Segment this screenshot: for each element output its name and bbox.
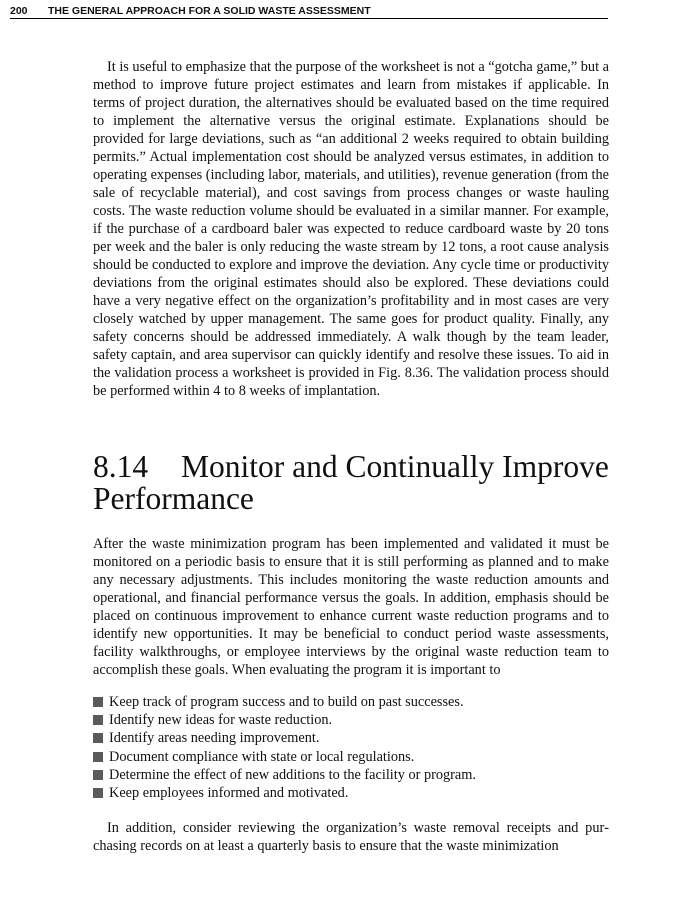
list-item <box>93 748 609 766</box>
list-item <box>93 784 609 802</box>
section-heading <box>93 451 613 515</box>
paragraph-receipts-review: In addition, consider reviewing the organization’s waste removal receipts and purchasing records on at least a quarterly basis to ensure that the waste minimization <box>93 820 609 854</box>
evaluation-bullet-list <box>93 693 609 802</box>
list-item <box>93 711 609 729</box>
list-item-text: Determine the effect of new additions to the facility or program. <box>109 766 476 783</box>
square-bullet-icon <box>93 752 103 762</box>
list-item-text: Document compliance with state or local regulations. <box>109 748 415 765</box>
square-bullet-icon <box>93 697 103 707</box>
section-number: 8.14 <box>93 449 149 484</box>
list-item-text: Keep employees informed and motivated. <box>109 785 349 802</box>
square-bullet-icon <box>93 770 103 780</box>
list-item-text: Keep track of program success and to build on past successes. <box>109 694 464 710</box>
square-bullet-icon <box>93 733 103 743</box>
paragraph-validation: It is useful to emphasize that the purpose of the worksheet is not a “gotcha game,” but a method to improve future project estimates and learn from mistakes if applicable. In terms of project duration, the alternatives should be evaluated based on the time required to implement the alternative versus the original estimate. Explanations should be provided for large deviations, such as “an additional 2 weeks required to obtain building permits.” Actual implementation cost should be analyzed versus estimates, in addition to operating expenses (including labor, materials, and utilities), revenue generation (from the sale of recyclable material), and cost savings from process changes or waste hauling costs. The waste reduction volume should be evaluated in a similar manner. For example, if the purchase of a cardboard baler was expected to reduce cardboard waste by 20 tons per week and the baler is only reducing the waste stream by 12 tons, a root cause analysis should be conducted to explore and improve the deviation. Any cycle time or productivity deviations from the original estimates should also be explored. These deviations could have a very negative effect on the organization’s profitability and in most cases are very closely watched by upper management. The same goes for product quality. Finally, any safety concerns should be addressed immediately. A walk though by the team leader, safety captain, and area supervisor can quickly identify and resolve these issues. To aid in the validation process a worksheet is provided in Fig. 8.36. The validation process should be performed within 4 to 8 weeks of implantation. <box>93 59 609 399</box>
running-head <box>10 5 608 19</box>
square-bullet-icon <box>93 788 103 798</box>
section-title: Monitor and Continually Improve Performance <box>93 449 609 516</box>
list-item <box>93 729 609 747</box>
square-bullet-icon <box>93 715 103 725</box>
list-item <box>93 766 609 784</box>
page-number: 200 <box>10 5 28 17</box>
paragraph-monitoring: After the waste minimization program has been implemented and validated it must be monitored on a periodic basis to ensure that it is still performing as planned and to make any necessary adjustments. This includes monitoring the waste reduction amounts and operational, and financial performance versus the goals. In addition, emphasis should be placed on continuous improvement to enhance current waste reduction programs and to identify new opportunities. It may be beneficial to conduct period waste assessments, facility walkthroughs, or employee interviews by the original waste reduction team to accomplish these goals. When evaluating the program it is important to <box>93 536 609 678</box>
list-item-text: Identify areas needing improvement. <box>109 730 320 747</box>
running-head-title: THE GENERAL APPROACH FOR A SOLID WASTE ASSESSMENT <box>48 5 371 17</box>
list-item-text: Identify new ideas for waste reduction. <box>109 712 333 729</box>
list-item <box>93 693 609 711</box>
